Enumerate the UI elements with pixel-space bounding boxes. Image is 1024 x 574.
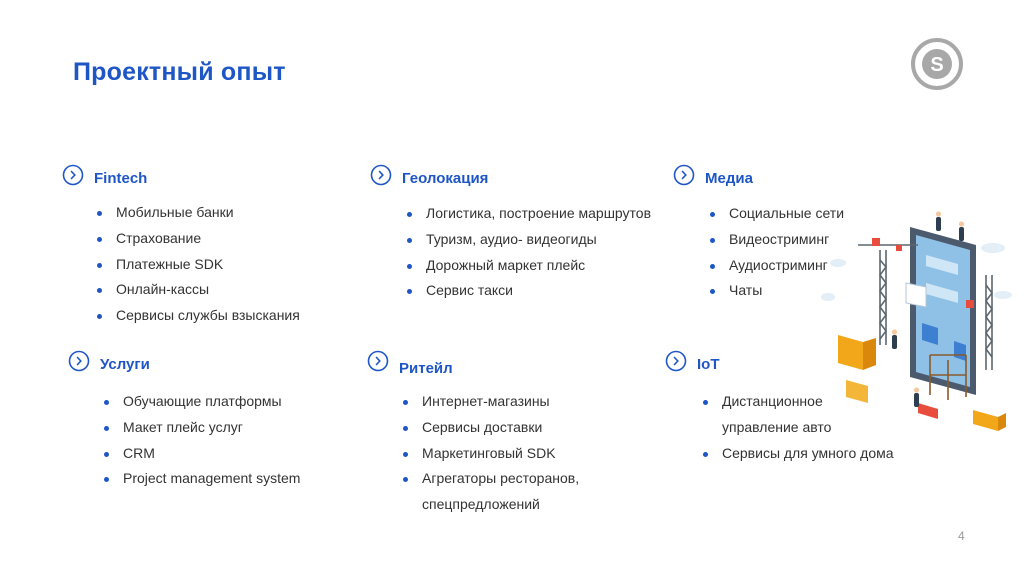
chevron-right-circle-icon: [673, 164, 695, 186]
item-list: [95, 200, 300, 329]
chevron-right-circle-icon: [370, 164, 392, 186]
section-title: IoT: [697, 356, 720, 373]
item-list: [405, 201, 651, 304]
list-item: Сервис такси: [405, 278, 651, 304]
slide-title: Проектный опыт: [73, 58, 286, 86]
list-item: Мобильные банки: [95, 200, 300, 226]
list-item: Социальные сети: [708, 201, 844, 227]
chevron-right-circle-icon: [665, 350, 687, 372]
chevron-right-circle-icon: [62, 164, 84, 186]
list-item: Онлайн-кассы: [95, 277, 300, 303]
section-title: Геолокация: [402, 170, 489, 187]
list-item: Макет плейс услуг: [102, 415, 300, 441]
list-item: Дорожный маркет плейс: [405, 253, 651, 279]
list-item: Сервисы службы взыскания: [95, 303, 300, 329]
chevron-right-circle-icon: [367, 350, 389, 372]
list-item: Туризм, аудио- видеогиды: [405, 227, 651, 253]
logo-letter: S: [930, 54, 944, 76]
list-item: Интернет-магазины: [401, 389, 579, 415]
section-title: Ритейл: [399, 360, 453, 377]
list-item: Маркетинговый SDK: [401, 441, 579, 467]
item-list: [102, 389, 300, 492]
section-title: Fintech: [94, 170, 148, 187]
list-item: Чаты: [708, 278, 844, 304]
chevron-right-circle-icon: [68, 350, 90, 372]
construction-phone-illustration: [818, 205, 1024, 445]
list-item-continuation: управление авто: [722, 418, 832, 435]
list-item: Видеостриминг: [708, 227, 844, 253]
list-item: CRM: [102, 441, 300, 467]
list-item: Сервисы доставки: [401, 415, 579, 441]
list-item: Страхование: [95, 226, 300, 252]
list-item: Платежные SDK: [95, 252, 300, 278]
section-title: Медиа: [705, 170, 753, 187]
item-list: [401, 389, 579, 518]
list-item: Дистанционное: [701, 389, 894, 415]
list-item: Агрегаторы ресторанов,: [401, 466, 579, 492]
list-item: Обучающие платформы: [102, 389, 300, 415]
list-item: Логистика, построение маршрутов: [405, 201, 651, 227]
list-item: Project management system: [102, 466, 300, 492]
section-title: Услуги: [100, 356, 150, 373]
list-item-continuation: спецпредложений: [422, 496, 540, 513]
page-number: 4: [958, 529, 965, 543]
list-item: Сервисы для умного дома: [701, 441, 894, 467]
list-item: Аудиостриминг: [708, 253, 844, 279]
company-logo-icon: [911, 38, 963, 90]
